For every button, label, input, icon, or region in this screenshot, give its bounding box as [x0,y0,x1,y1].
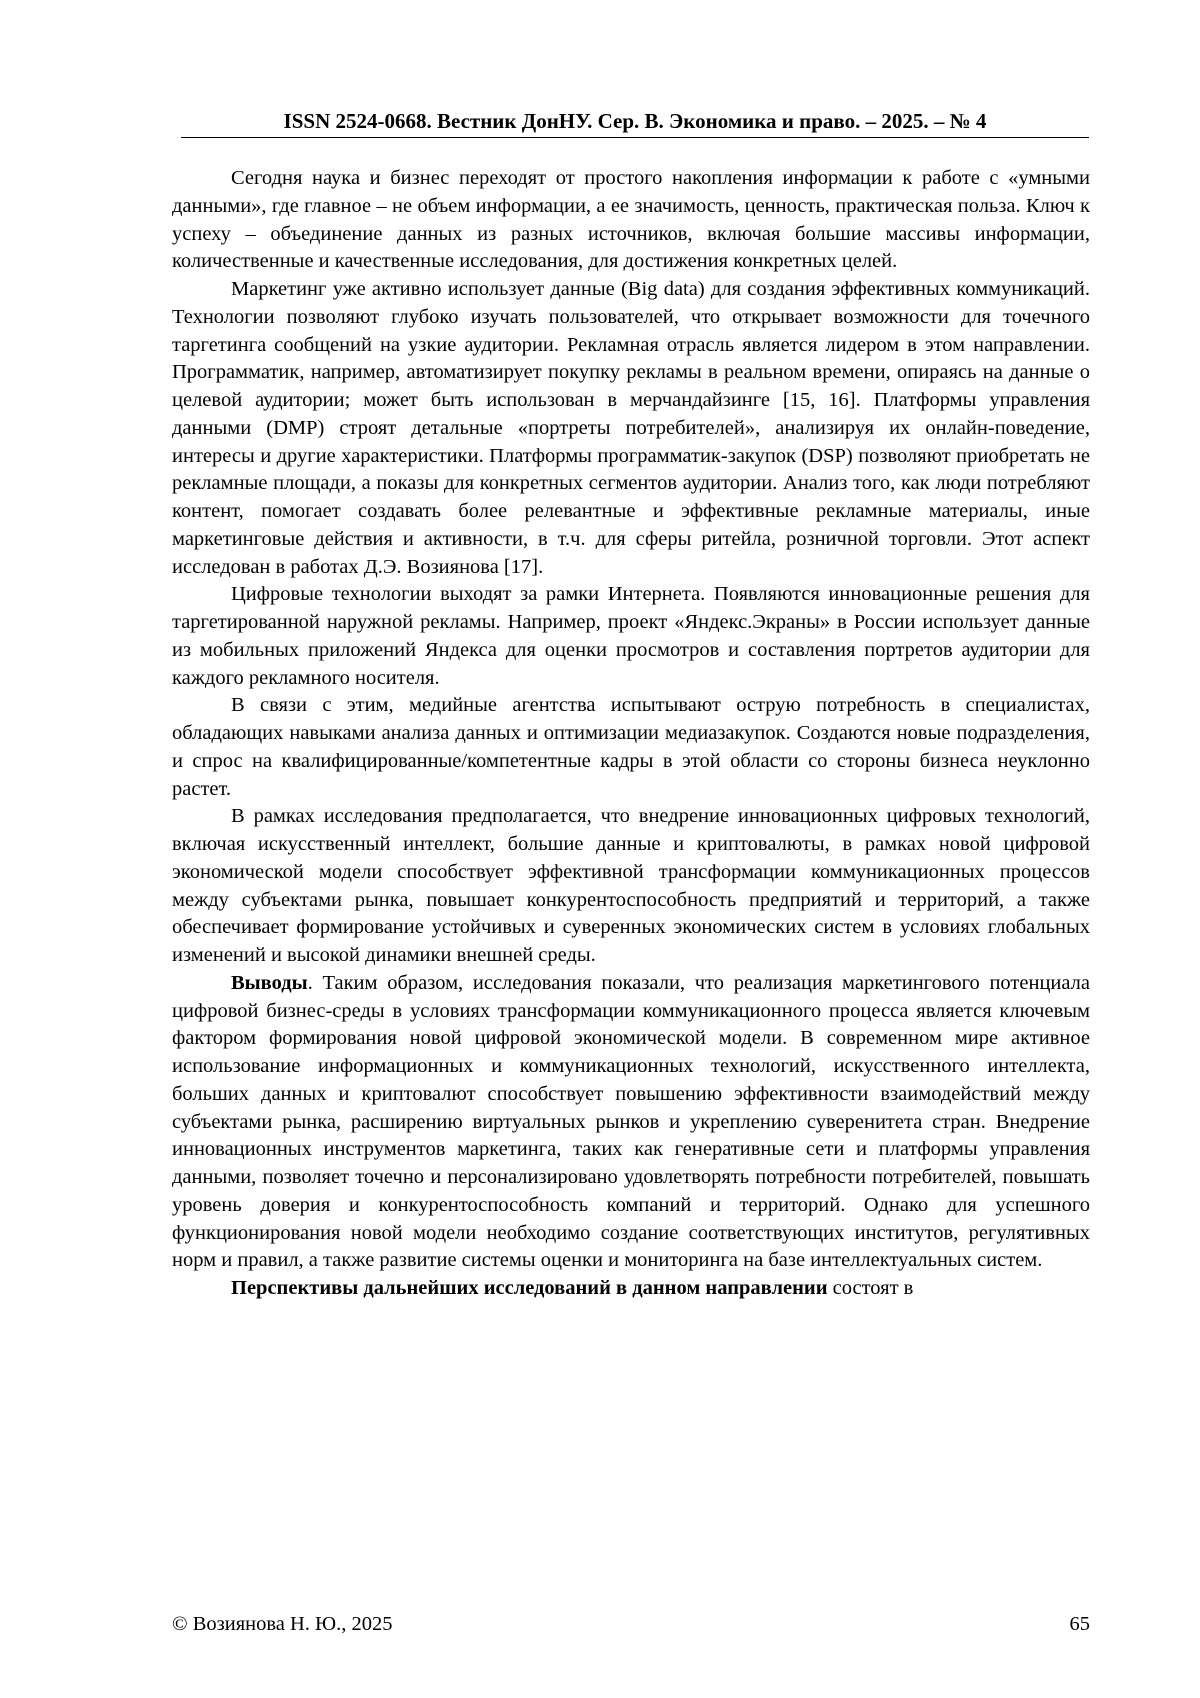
paragraph-smart-data: Сегодня наука и бизнес переходят от простого накопления информации к работе с «умными данными», где главное – не объем информации, а ее значимость, ценность, практическая польза. Ключ к успеху – объединение данных из разных источников, включая большие массивы информации, количественные и качественные исследования, для достижения конкретных целей. [172,167,1090,273]
paragraph-prospects [172,1275,1090,1303]
header-rule [181,137,1089,138]
paragraph-hypothesis: В рамках исследования предполагается, что внедрение инновационных цифровых технологий, включая искусственный интеллект, большие данные и криптовалюты, в рамках новой цифровой экономической модели способствует эффективной трансформации коммуникационных процессов между субъектами рынка, повышает конкурентоспособность предприятий и территорий, а также обеспечивает формирование устойчивых и суверенных экономических систем в условиях глобальных изменений и высокой динамики внешней среды. [172,805,1090,966]
paragraph-conclusions [172,970,1090,1275]
prospects-heading: Перспективы дальнейших исследований в данном направлении [231,1277,828,1299]
footer-copyright: © Возиянова Н. Ю., 2025 [172,1613,393,1635]
prospects-text: состоят в [827,1277,914,1299]
conclusions-text: . Таким образом, исследования показали, что реализация маркетингового потенциала цифровой бизнес-среды в условиях трансформации коммуникационного процесса является ключевым фактором формирования новой цифровой экономической модели. В современном мире активное использование информационных и коммуникационных технологий, искусственного интеллекта, больших данных и криптовалют способствует повышению эффективности взаимодействий между субъектами рынка, расширению виртуальных рынков и укреплению суверенитета стран. Внедрение инновационных инструментов маркетинга, таких как генеративные сети и платформы управления данными, позволяет точечно и персонализировано удовлетворять потребности потребителей, повышать уровень доверия и конкурентоспособность компаний и территорий. Однако для успешного функционирования новой модели необходимо создание соответствующих институтов, регулятивных норм и правил, а также развитие системы оценки и мониторинга на базе интеллектуальных систем. [172,971,1090,1272]
running-header: ISSN 2524-0668. Вестник ДонНУ. Сер. В. Экономика и право. – 2025. – № 4 [283,109,987,133]
paragraph-media-agencies: В связи с этим, медийные агентства испытывают острую потребность в специалистах, обладающих навыками анализа данных и оптимизации медиазакупок. Создаются новые подразделения, и спрос на квалифицированные/компетентные кадры в этой области со стороны бизнеса неуклонно растет. [172,694,1090,800]
page-number: 65 [1069,1613,1090,1635]
paragraph-marketing-big-data: Маркетинг уже активно использует данные (Big data) для создания эффективных коммуникаций. Технологии позволяют глубоко изучать пользователей, что открывает возможности для точечного таргетинга сообщений на узкие аудитории. Рекламная отрасль является лидером в этом направлении. Программатик, например, автоматизирует покупку рекламы в реальном времени, опираясь на данные о целевой аудитории; может быть использован в мерчандайзинге [15, 16]. Платформы управления данными (DMP) строят детальные «портреты потребителей», анализируя их онлайн-поведение, интересы и другие характеристики. Платформы программатик-закупок (DSP) позволяют приобретать не рекламные площади, а показы для конкретных сегментов аудитории. Анализ того, как люди потребляют контент, помогает создавать более релевантные и эффективные рекламные материалы, иные маркетинговые действия и активности, в т.ч. для сферы ритейла, розничной торговли. Этот аспект исследован в работах Д.Э. Возиянова [17]. [172,278,1090,578]
article-body [172,165,1090,1303]
paragraph-digital-outdoor: Цифровые технологии выходят за рамки Интернета. Появляются инновационные решения для таргетированной наружной рекламы. Например, проект «Яндекс.Экраны» в России использует данные из мобильных приложений Яндекса для оценки просмотров и составления портретов аудитории для каждого рекламного носителя. [172,583,1090,689]
conclusions-heading: Выводы [231,971,308,994]
